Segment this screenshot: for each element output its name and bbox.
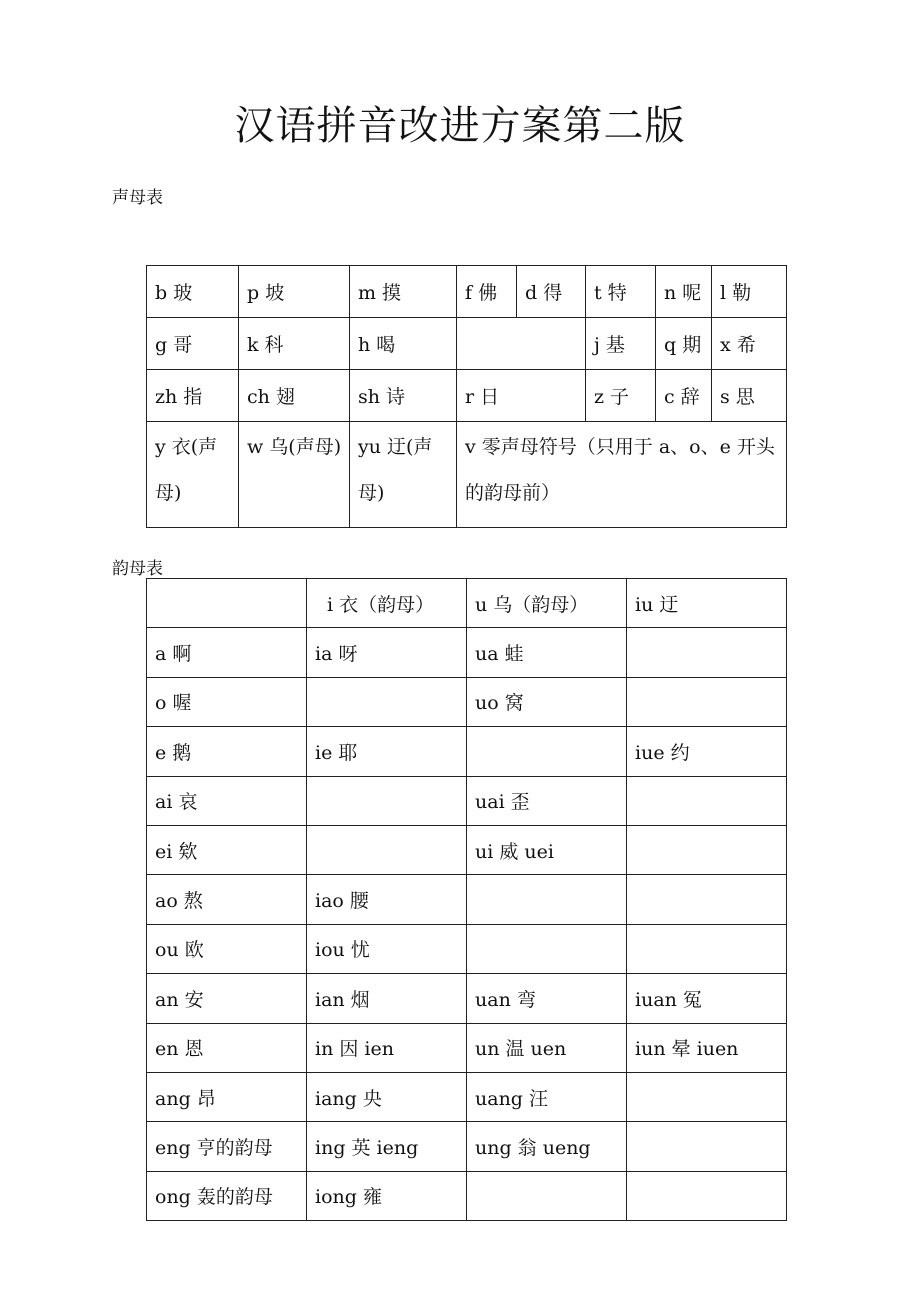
table-cell: m 摸 [350, 266, 457, 318]
table-header-cell: iu 迂 [627, 579, 787, 628]
table-cell: ing 英 ieng [307, 1122, 467, 1171]
table-cell: ian 烟 [307, 974, 467, 1023]
table-cell: an 安 [147, 974, 307, 1023]
table-cell [627, 776, 787, 825]
finals-table [146, 578, 787, 1221]
table-row [147, 974, 787, 1023]
table-cell: p 坡 [239, 266, 350, 318]
table-cell: zh 指 [147, 370, 239, 422]
table-cell: ong 轰的韵母 [147, 1171, 307, 1220]
table-row [147, 825, 787, 874]
table-cell: l 勒 [712, 266, 787, 318]
table-cell: k 科 [239, 318, 350, 370]
table-header-cell: u 乌（韵母） [467, 579, 627, 628]
table-cell: g 哥 [147, 318, 239, 370]
table-row [147, 1171, 787, 1220]
table-cell: ia 呀 [307, 628, 467, 677]
table-row [147, 776, 787, 825]
table-cell: z 子 [586, 370, 656, 422]
page-title: 汉语拼音改进方案第二版 [234, 103, 686, 149]
table-cell: ai 哀 [147, 776, 307, 825]
table-cell: in 因 ien [307, 1023, 467, 1072]
table-cell: j 基 [586, 318, 656, 370]
table-cell: h 喝 [350, 318, 457, 370]
initials-table [146, 265, 787, 528]
table-cell: ung 翁 ueng [467, 1122, 627, 1171]
table-cell: uo 窝 [467, 677, 627, 726]
table-cell: x 希 [712, 318, 787, 370]
table-header-cell: i 衣（韵母） [307, 579, 467, 628]
table-cell [627, 1122, 787, 1171]
table-cell [627, 628, 787, 677]
table-row [147, 924, 787, 973]
table-cell: sh 诗 [350, 370, 457, 422]
table-cell: d 得 [517, 266, 586, 318]
table-cell: uang 汪 [467, 1072, 627, 1121]
table-cell [467, 1171, 627, 1220]
table-cell: q 期 [656, 318, 712, 370]
table-cell: r 日 [457, 370, 586, 422]
table-cell: yu 迂(声母) [350, 422, 457, 528]
table-cell: b 玻 [147, 266, 239, 318]
table-cell: ang 昂 [147, 1072, 307, 1121]
table-cell: f 佛 [457, 266, 517, 318]
table-cell: ui 威 uei [467, 825, 627, 874]
table-cell: iue 约 [627, 727, 787, 776]
table-cell: en 恩 [147, 1023, 307, 1072]
table-cell: eng 亨的韵母 [147, 1122, 307, 1171]
table-cell: iao 腰 [307, 875, 467, 924]
table-row [147, 727, 787, 776]
table-cell: ua 蛙 [467, 628, 627, 677]
initials-section-label: 声母表 [112, 188, 163, 208]
table-cell [627, 677, 787, 726]
table-cell: uan 弯 [467, 974, 627, 1023]
table-cell [627, 825, 787, 874]
table-row [147, 1122, 787, 1171]
table-cell [467, 924, 627, 973]
table-cell: s 思 [712, 370, 787, 422]
table-cell [627, 1171, 787, 1220]
table-cell [627, 1072, 787, 1121]
table-cell: iuan 冤 [627, 974, 787, 1023]
table-row [147, 1072, 787, 1121]
table-cell: ie 耶 [307, 727, 467, 776]
table-row [147, 628, 787, 677]
initials-row [147, 422, 787, 528]
table-cell [627, 924, 787, 973]
finals-header-row [147, 579, 787, 628]
table-cell [627, 875, 787, 924]
table-cell [457, 318, 586, 370]
table-cell: a 啊 [147, 628, 307, 677]
table-row [147, 1023, 787, 1072]
finals-section-label: 韵母表 [112, 559, 163, 579]
table-cell [467, 875, 627, 924]
table-cell: e 鹅 [147, 727, 307, 776]
table-cell [467, 727, 627, 776]
table-cell [307, 677, 467, 726]
table-cell: y 衣(声母) [147, 422, 239, 528]
table-cell: un 温 uen [467, 1023, 627, 1072]
table-cell: v 零声母符号（只用于 a、o、e 开头的韵母前） [457, 422, 787, 528]
table-cell: iou 忧 [307, 924, 467, 973]
table-cell: ei 欸 [147, 825, 307, 874]
table-cell: n 呢 [656, 266, 712, 318]
table-row [147, 677, 787, 726]
table-cell: ch 翅 [239, 370, 350, 422]
table-cell: iong 雍 [307, 1171, 467, 1220]
initials-row [147, 370, 787, 422]
table-cell: w 乌(声母) [239, 422, 350, 528]
table-cell [307, 825, 467, 874]
table-cell: t 特 [586, 266, 656, 318]
table-cell: c 辞 [656, 370, 712, 422]
table-cell: ao 熬 [147, 875, 307, 924]
table-cell: o 喔 [147, 677, 307, 726]
table-cell [307, 776, 467, 825]
table-row [147, 875, 787, 924]
table-cell: iun 晕 iuen [627, 1023, 787, 1072]
table-cell: ou 欧 [147, 924, 307, 973]
initials-row [147, 266, 787, 318]
table-header-cell [147, 579, 307, 628]
table-cell: uai 歪 [467, 776, 627, 825]
initials-row [147, 318, 787, 370]
table-cell: iang 央 [307, 1072, 467, 1121]
